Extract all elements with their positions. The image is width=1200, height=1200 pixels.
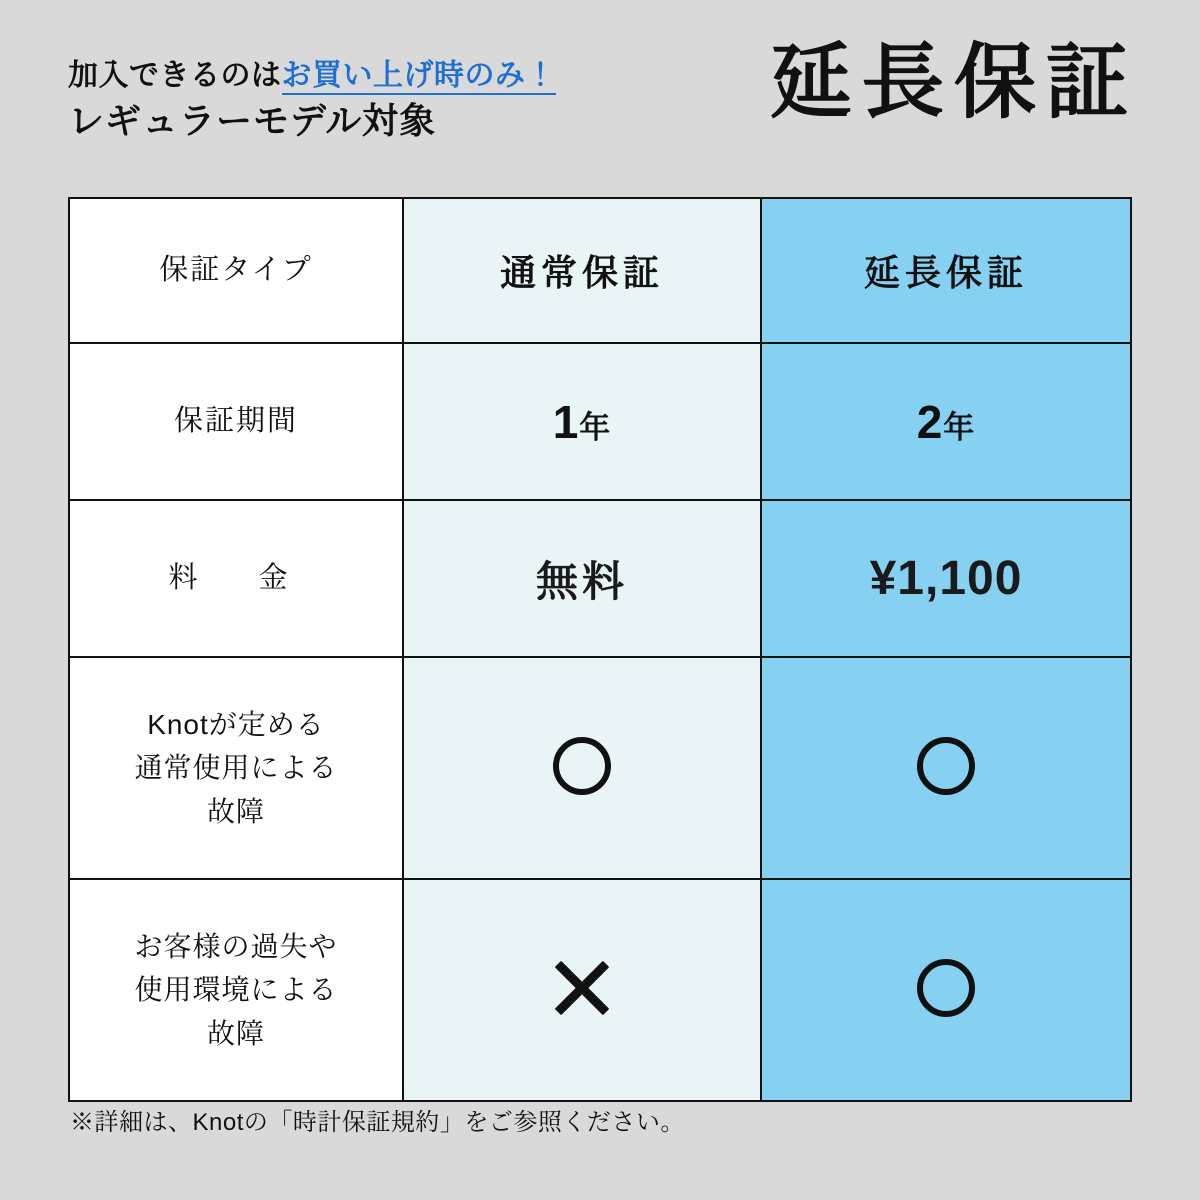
column-header-label: 保証タイプ — [159, 254, 313, 287]
warranty-comparison-table — [68, 197, 1132, 1102]
table-row-period — [69, 343, 1131, 500]
period-standard-unit: 年 — [579, 409, 612, 445]
row-label-period: 保証期間 — [69, 343, 403, 500]
table-header-cell-type — [69, 198, 403, 343]
period-extended-unit: 年 — [943, 409, 976, 445]
row-value-normal-standard — [403, 657, 761, 879]
row-value-normal-extended — [761, 657, 1131, 879]
row-value-period-extended — [761, 343, 1131, 500]
row-label-line-1: Knotが定める — [147, 708, 325, 740]
column-header-extended: 延長保証 — [863, 252, 1028, 293]
fee-standard-value: 無料 — [535, 557, 628, 605]
cross-mark-icon — [555, 961, 609, 1015]
row-label-line-2: 使用環境による — [134, 974, 338, 1006]
row-value-fee-extended — [761, 500, 1131, 657]
table-row-fee — [69, 500, 1131, 657]
row-label-line-2: 通常使用による — [134, 752, 338, 784]
row-label-fee: 料 金 — [69, 500, 403, 657]
comparison-table-wrapper — [68, 197, 1132, 1102]
footnote-text: ※詳細は、Knotの「時計保証規約」をご参照ください。 — [70, 1109, 685, 1136]
period-standard-number: 1 — [552, 395, 580, 448]
period-extended-number: 2 — [916, 395, 944, 448]
row-value-fault-standard — [403, 879, 761, 1101]
row-label-line-1: お客様の過失や — [134, 930, 338, 962]
circle-mark-icon — [917, 737, 975, 795]
header-eyebrow-accent: お買い上げ時のみ！ — [282, 59, 557, 95]
row-value-period-standard — [403, 343, 761, 500]
row-label-line-3: 故障 — [206, 1017, 265, 1049]
row-label-normal-use-failure — [69, 657, 403, 879]
table-header-cell-extended — [761, 198, 1131, 343]
table-row-normal-use-failure — [69, 657, 1131, 879]
header-subtitle: レギュラーモデル対象 — [68, 100, 437, 141]
fee-extended-value: ¥1,100 — [869, 552, 1023, 605]
row-label-customer-fault-failure — [69, 879, 403, 1101]
page-header — [68, 37, 1138, 141]
circle-mark-icon — [553, 737, 611, 795]
header-eyebrow — [68, 58, 556, 94]
table-row-customer-fault-failure — [69, 879, 1131, 1101]
table-header-row — [69, 198, 1131, 343]
row-value-fee-standard — [403, 500, 761, 657]
row-label-line-3: 故障 — [206, 795, 265, 827]
column-header-standard: 通常保証 — [499, 252, 664, 293]
header-eyebrow-plain: 加入できるのは — [68, 59, 282, 92]
row-value-fault-extended — [761, 879, 1131, 1101]
header-text-block — [68, 48, 556, 141]
table-header-cell-standard — [403, 198, 761, 343]
circle-mark-icon — [917, 959, 975, 1017]
page-title: 延長保証 — [769, 37, 1138, 128]
